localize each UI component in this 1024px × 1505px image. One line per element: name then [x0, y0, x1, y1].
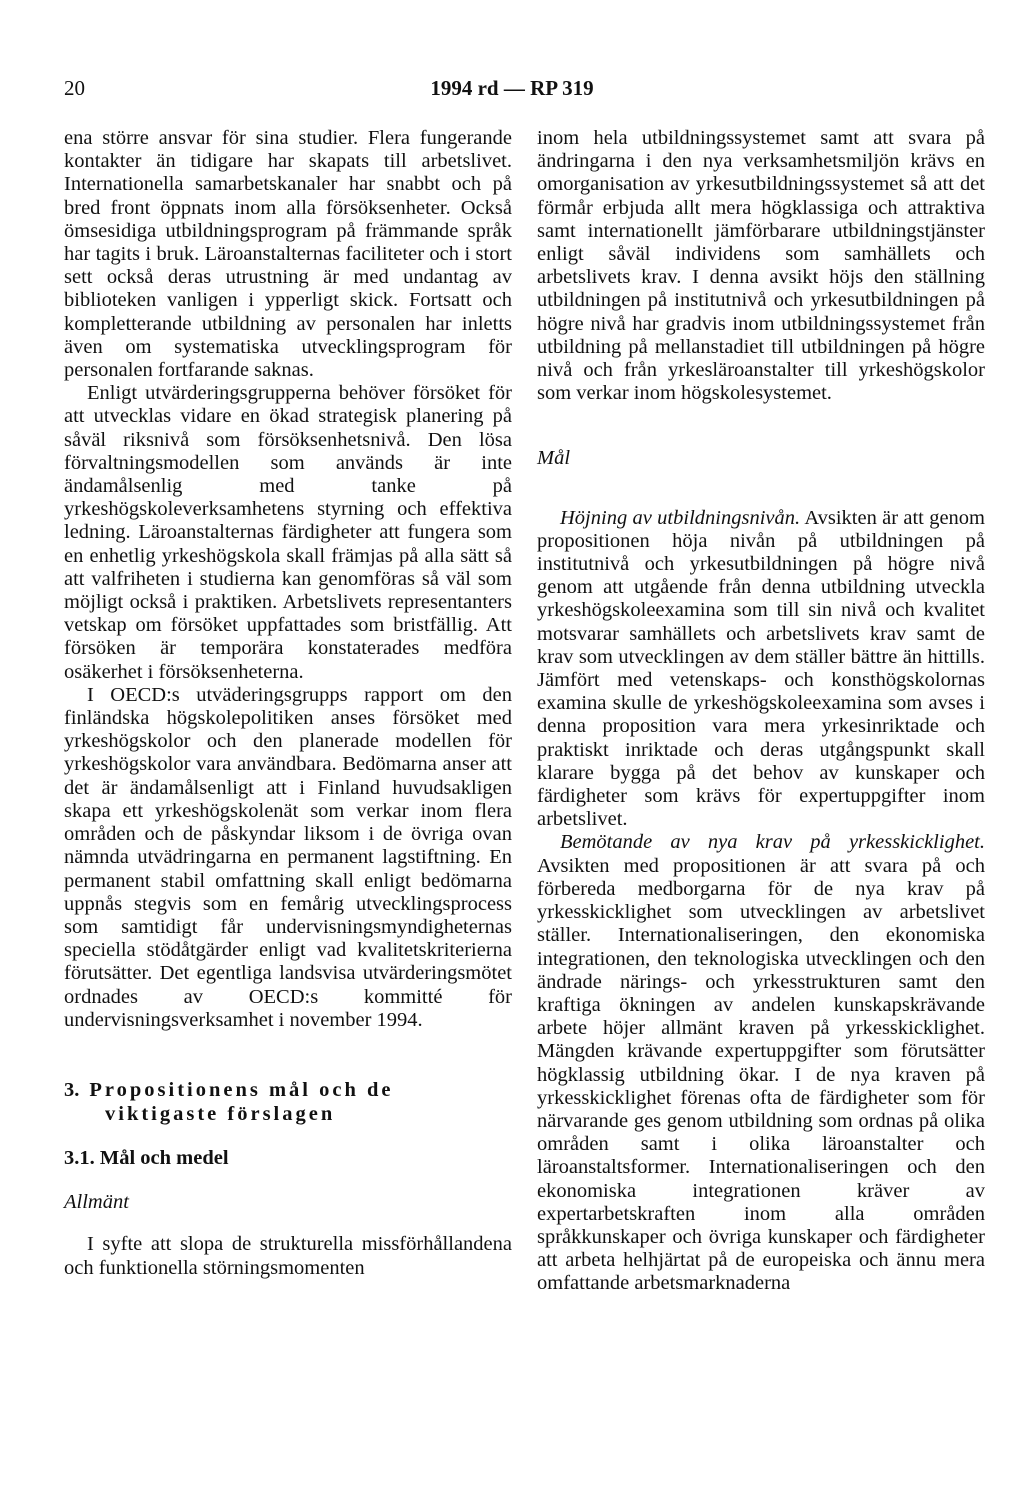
section-heading: [64, 1078, 512, 1126]
section-number: 3.: [64, 1078, 80, 1101]
subheading-italic: Allmänt: [64, 1191, 129, 1214]
paragraph: I syfte att slopa de strukturella missförhållandena och funktionella störningsmomenten: [64, 1233, 512, 1279]
paragraph-text: Avsikten är att genom propositionen höja nivån på utbildningen på institutnivå och yrkesutbildningen på högre nivå genom att utgående från denna utbildning utveckla yrkeshögskoleexamina som till sin nivå och kvalitet motsvarar samhällets och arbetslivets krav samt de krav som utvecklingen av dem ställer bättre än hittills. Jämfört med vetenskaps- och konsthögskolornas examina skulle de yrkeshögskoleexamina som avses i denna proposition vara mera yrkesinriktade och praktiskt inriktade och deras utgångspunkt skall klarare bygga på det behov av kunskaper och färdigheter som krävs för expertuppgifter inom arbetslivet.: [537, 506, 985, 831]
paragraph: Enligt utvärderingsgrupperna behöver försöket för att utvecklas vidare en ökad strategisk planering på såväl riksnivå som försöksenhetsnivå. Den lösa förvaltningsmodellen som används är inte ändamålsenlig med tanke på yrkeshögskoleverksamhetens styrning och effektiva ledning. Läroanstalternas färdigheter att fungera som en enhetlig yrkeshögskola skall främjas på alla sätt så att valfriheten i studierna kan genomföras så väl som möjligt också i praktiken. Arbetslivets representanters vetskap om försöket uppfattades som bristfällig. Att försöken är temporära konstaterades medföra osäkerhet i försöksenheterna.: [64, 382, 512, 683]
page-number: 20: [64, 76, 85, 100]
paragraph: [537, 831, 985, 1295]
section-title-line-1: Propositionens mål och de: [89, 1078, 394, 1101]
paragraph-text: Avsikten med propositionen är att svara på och förbereda medborgarna för de nya krav på yrkesskicklighet som utvecklingen av arbetslivet ställer. Internationaliseringen, den ekonomiska integrationen, den teknologiska utvecklingen och den ändrade närings- och yrkesstrukturen samt den kraftiga ökningen av andelen kunskapskrävande arbete höjer allmänt kraven på yrkesskicklighet. Mängden krävande expertuppgifter som förutsätter högklassig utbildning ökar. I de nya kraven på yrkesskicklighet förenas ofta de färdigheter som för närvarande ges genom utbildning som ordnas på olika områden samt i olika läroanstalter och läroanstaltsformer. Internationaliseringen och den ekonomiska integrationen kräver av expertarbetskraften inom alla områden språkkunskaper och övriga kunskaper och färdigheter att arbeta helhjärtat på de europeiska och ännu mera omfattande arbetsmarknaderna: [537, 854, 985, 1295]
paragraph: ena större ansvar för sina studier. Flera fungerande kontakter än tidigare har skapats till arbetslivet. Internationella samarbetskanaler har snabbt och på bred front öppnats inom alla försöksenheter. Också ömsesidiga utbildningsprogram på främmande språk har tagits i bruk. Läroanstalternas faciliteter och i stort sett också deras utrustning är med undantag av biblioteken vanligen i ypperligt skick. Fortsatt och kompletterande utbildning av personalen har inletts även om systematiska utvecklingsprogram för personalen fortfarande saknas.: [64, 127, 512, 382]
paragraph: [537, 507, 985, 832]
right-column: [537, 127, 985, 1296]
subsection-heading: 3.1. Mål och medel: [64, 1146, 229, 1169]
section-title-line-2: viktigaste förslagen: [105, 1102, 336, 1125]
paragraph: I OECD:s utväderingsgrupps rapport om den finländska högskolepolitiken anses försöket med yrkeshögskolor och den planerade modellen för yrkeshögskolor vara användbara. Bedömarna anser att det är ändamålsenligt att i Finland huvudsakligen skapa ett yrkeshögskolenät som verkar inom flera områden och de påskyndar liksom i de övriga ovan nämnda utvädringarna en permanent lagstiftning. En permanent stabil omfattning skall enligt bedömarna uppnås stegvis som en femårig utvecklingsprocess som samtidigt får undervisningsmyndigheternas speciella stödåtgärder enligt vad kvalitetskriterierna förutsätter. Det egentliga landsvisa utvärderingsmötet ordnades av OECD:s kommitté för undervisningsverksamhet i november 1994.: [64, 683, 512, 1031]
run-in-heading: Höjning av utbildningsnivån.: [560, 506, 801, 529]
subheading-italic: Mål: [537, 447, 571, 470]
run-in-heading: Bemötande av nya krav på yrkesskicklighet.: [560, 831, 985, 854]
left-column: [64, 127, 512, 1280]
running-head: 1994 rd — RP 319: [430, 76, 594, 100]
paragraph: inom hela utbildningssystemet samt att svara på ändringarna i den nya verksamhetsmiljön krävs en omorganisation av yrkesutbildningssystemet så att det förmår erbjuda allt mera högklassiga och attraktiva samt internationellt jämförbarare utbildningstjänster enligt såväl individens som samhällets och arbetslivets krav. I denna avsikt höjs den ställning utbildningen på institutnivå och yrkesutbildningen på högre nivå har gradvis inom utbildningssystemet från utbildning på mellanstadiet till utbildningen på högre nivå och från yrkesläroanstalter till yrkeshögskolor som verkar inom högskolesystemet.: [537, 127, 985, 405]
